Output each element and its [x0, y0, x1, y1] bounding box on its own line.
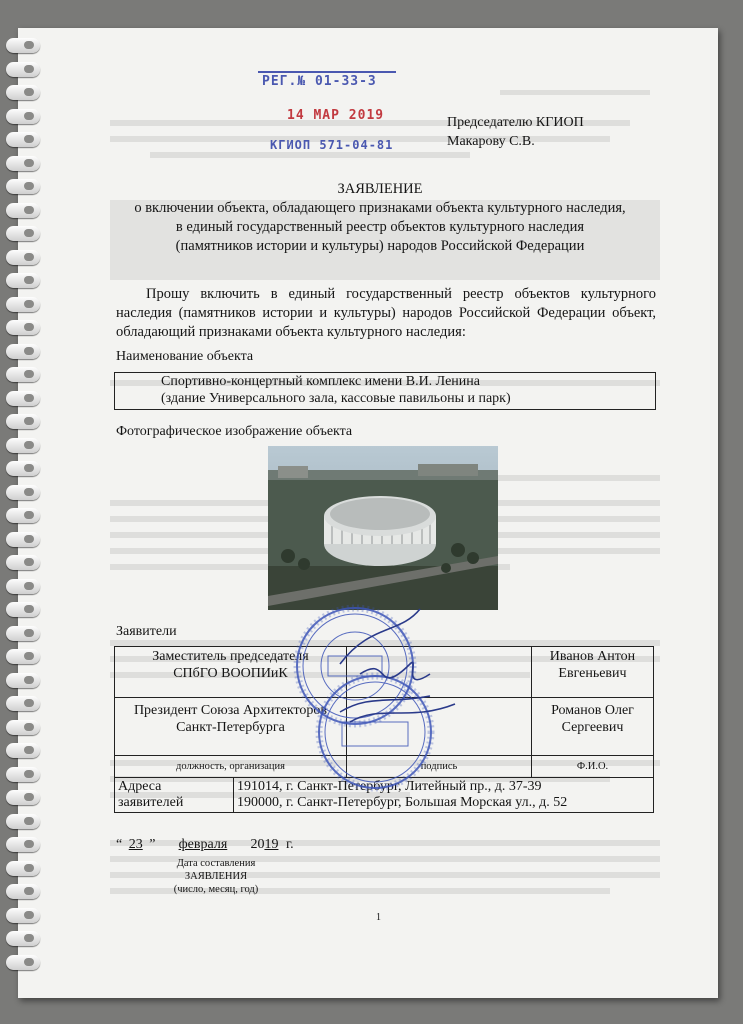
kgiop-code-stamp: КГИОП 571-04-81	[270, 138, 394, 152]
binding-coil	[6, 461, 40, 476]
binding-coil	[6, 602, 40, 617]
binding-coil	[6, 38, 40, 53]
architects-union-seal-icon	[319, 676, 431, 788]
addressee-block	[447, 113, 584, 151]
applicant-2-name	[532, 698, 654, 756]
applicant-1-name-line-2: Евгеньевич	[558, 666, 627, 681]
binding-coil	[6, 767, 40, 782]
applicant-1-role-line-2: СПбГО ВООПИиК	[173, 666, 288, 681]
date-caption	[164, 857, 268, 896]
binding-coil	[6, 85, 40, 100]
applicant-2-role-line-1: Президент Союза Архитекторов	[133, 703, 328, 718]
date-day: 23	[128, 837, 143, 852]
binding-coil	[6, 320, 40, 335]
binding-coil	[6, 344, 40, 359]
applicant-1-role-line-1: Заместитель председателя	[152, 649, 309, 664]
binding-coil	[6, 696, 40, 711]
binding-coil	[6, 955, 40, 970]
addresses-label-line-1: Адреса	[118, 779, 162, 794]
binding-coil	[6, 861, 40, 876]
caption-signature: подпись	[347, 756, 532, 778]
date-year-suffix: 19	[264, 837, 279, 852]
binding-coil	[6, 508, 40, 523]
date-caption-line-2: ЗАЯВЛЕНИЯ	[184, 871, 248, 882]
binding-coil	[6, 414, 40, 429]
addressee-line-2: Макарову С.В.	[447, 134, 535, 149]
applicants-label: Заявители	[116, 624, 177, 639]
address-1: 191014, г. Санкт-Петербург, Литейный пр., д. 37-39	[237, 779, 542, 794]
registration-stamp: РЕГ.№ 01-33-3	[262, 74, 377, 89]
binding-coil	[6, 579, 40, 594]
date-month: февраля	[178, 837, 228, 852]
applicant-2-name-line-2: Сергеевич	[561, 720, 624, 735]
date-caption-line-1: Дата составления	[176, 858, 256, 869]
caption-role: должность, организация	[115, 756, 347, 778]
binding-coil	[6, 532, 40, 547]
binding-coil	[6, 720, 40, 735]
seals-and-signatures	[280, 604, 480, 804]
addresses-label-line-2: заявителей	[118, 795, 184, 810]
addressee-line-1: Председателю КГИОП	[447, 115, 584, 130]
addresses-label	[115, 778, 234, 813]
binding-coil	[6, 391, 40, 406]
binding-coil	[6, 62, 40, 77]
date-open-quote: “	[116, 837, 123, 852]
object-name-label: Наименование объекта	[116, 349, 254, 364]
applicant-1-name	[532, 647, 654, 698]
applicant-2-name-line-1: Романов Олег	[551, 703, 634, 718]
binding-coil	[6, 884, 40, 899]
photo-label: Фотографическое изображение объекта	[116, 424, 353, 439]
date-close-quote: ”	[149, 837, 156, 852]
binding-coil	[6, 367, 40, 382]
binding-coil	[6, 179, 40, 194]
binding-coil	[6, 814, 40, 829]
binding-coil	[6, 203, 40, 218]
binding-coil	[6, 931, 40, 946]
binding-coil	[6, 908, 40, 923]
request-paragraph: Прошу включить в единый государственный реестр объектов культурного наследия (памятников истории и культуры) народов Российской Федерации объект, обладающий признаками объекта культурного наследия:	[116, 286, 656, 340]
binding-coil	[6, 132, 40, 147]
object-name-line-2: (здание Универсального зала, кассовые павильоны и парк)	[161, 391, 511, 406]
binding-coil	[6, 273, 40, 288]
binding-coil	[6, 673, 40, 688]
binding-coil	[6, 438, 40, 453]
object-name-box	[114, 372, 656, 410]
binding-coil	[6, 649, 40, 664]
binding-coil	[6, 626, 40, 641]
received-date-stamp: 14 MAP 2019	[287, 108, 385, 123]
title-heading: ЗАЯВЛЕНИЕ	[337, 181, 423, 197]
title-line-2: в единый государственный реестр объектов культурного наследия	[175, 219, 585, 235]
binding-coil	[6, 297, 40, 312]
address-2: 190000, г. Санкт-Петербург, Большая Морская ул., д. 52	[237, 795, 568, 810]
binding-coil	[6, 156, 40, 171]
application-date	[116, 837, 294, 853]
binding-coil	[6, 790, 40, 805]
binding-coil	[6, 109, 40, 124]
spiral-binding	[0, 38, 44, 988]
title-line-1: о включении объекта, обладающего признаками объекта культурного наследия,	[134, 200, 626, 216]
date-year-prefix: 20	[250, 837, 265, 852]
date-year-unit: г.	[285, 837, 294, 852]
caption-name: Ф.И.О.	[532, 756, 654, 778]
applicant-2-role-line-2: Санкт-Петербурга	[176, 720, 285, 735]
page-number: 1	[376, 912, 381, 923]
object-name-line-1: Спортивно-концертный комплекс имени В.И. Ленина	[161, 374, 480, 389]
binding-coil	[6, 555, 40, 570]
applicant-1-name-line-1: Иванов Антон	[549, 649, 636, 664]
binding-coil	[6, 226, 40, 241]
binding-coil	[6, 743, 40, 758]
binding-coil	[6, 837, 40, 852]
binding-coil	[6, 250, 40, 265]
binding-coil	[6, 485, 40, 500]
date-caption-line-3: (число, месяц, год)	[173, 884, 259, 895]
registration-stamp-line	[258, 71, 396, 73]
object-photo	[268, 446, 498, 610]
document-title	[100, 180, 660, 256]
title-line-3: (памятников истории и культуры) народов Российской Федерации	[175, 238, 585, 254]
